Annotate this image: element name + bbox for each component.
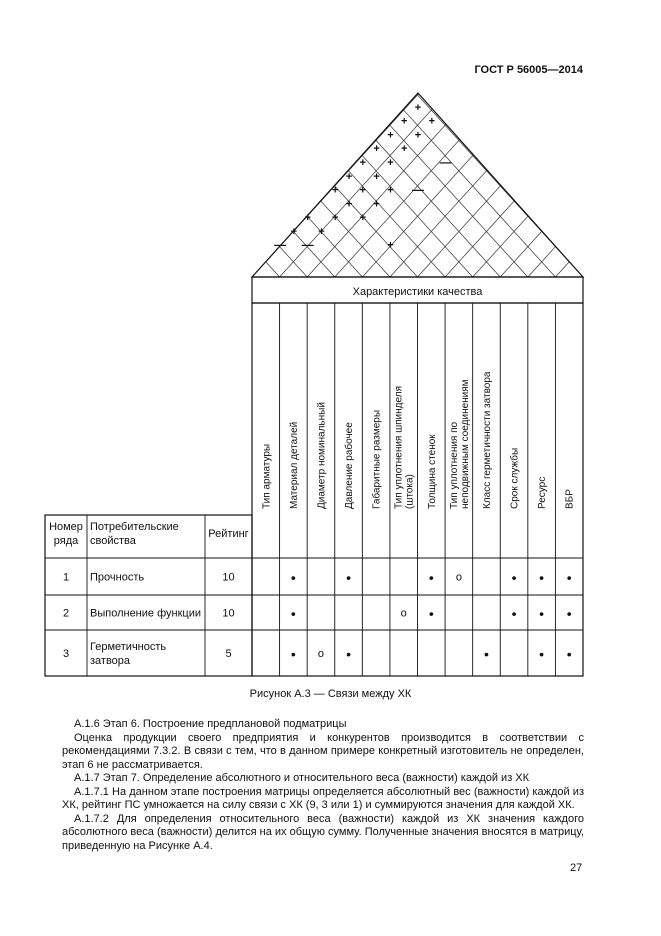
strong-relation-mark: • xyxy=(566,569,572,586)
strong-relation-mark: • xyxy=(484,646,489,662)
medium-relation-mark: o xyxy=(400,607,407,620)
medium-relation-mark: o xyxy=(455,571,462,584)
lattice-line xyxy=(445,35,661,277)
roof-plus-mark: + xyxy=(387,239,394,252)
paragraph: А.1.7 Этап 7. Определение абсолютного и относительного веса (важности) каждой из ХК xyxy=(74,772,530,784)
roof-plus-mark: + xyxy=(345,170,353,183)
roof-plus-mark: + xyxy=(387,156,394,169)
row-property: Выполнение функции xyxy=(90,607,201,620)
strong-relation-mark: • xyxy=(511,605,517,622)
roof-minus-mark: — xyxy=(439,154,452,169)
roof-plus-mark: + xyxy=(345,198,353,211)
document-code: ГОСТ Р 56005—2014 xyxy=(474,64,583,76)
roof-plus-mark: + xyxy=(428,115,436,128)
matrix-title: Характеристики качества xyxy=(352,286,483,298)
roof-plus-mark: + xyxy=(332,184,339,197)
strong-relation-mark: • xyxy=(346,646,351,662)
paragraph: Оценка продукции своего предприятия и конкурентов производится в соответствии с рекомендациями 7.3.2. В связи с тем, что в данном примере конкретный изготовитель не определен, этап 6 не рассматривается. xyxy=(62,731,584,771)
strong-relation-mark: • xyxy=(566,605,572,622)
row-rating: 10 xyxy=(222,607,235,620)
lattice-line xyxy=(555,35,661,277)
column-header: Габаритные размеры xyxy=(371,409,383,509)
roof-plus-mark: + xyxy=(373,198,380,211)
page-number: 27 xyxy=(570,862,583,874)
column-header: Толщина стенок xyxy=(426,434,438,509)
row-number-header: ряда xyxy=(53,535,79,547)
paragraph: А.1.7.1 На данном этапе построения матрицы определяется абсолютный вес (важности) каждой из ХК, рейтинг ПС умножается на силу связи с ХК (9, 3 или 1) и суммируются значения для каждой ХК. xyxy=(62,785,584,811)
row-number-header: Номер xyxy=(49,521,83,533)
strong-relation-mark: • xyxy=(428,605,434,622)
column-header: Тип уплотнения шпинделя xyxy=(393,386,405,509)
roof-plus-mark: + xyxy=(359,212,367,225)
lattice-line xyxy=(583,35,661,277)
column-header: Класс герметичности затвора xyxy=(481,371,493,509)
paragraph: А.1.6 Этап 6. Построение предплановой подматрицы xyxy=(74,718,347,730)
roof-plus-mark: + xyxy=(414,129,422,142)
paragraph: А.1.7.2 Для определения относительного веса (важности) каждой из ХК значения каждого абсолютного веса (важности) делится на их общую сумму. Полученные значения вносятся в матрицу, приведенную на Рисунке А.4. xyxy=(62,812,584,852)
strong-relation-mark: • xyxy=(539,646,545,662)
strong-relation-mark: • xyxy=(290,605,296,622)
roof-minus-mark: — xyxy=(274,237,287,252)
lattice-line xyxy=(500,35,661,277)
lattice-line xyxy=(528,35,661,277)
roof-plus-mark: + xyxy=(400,143,408,156)
column-header: Тип арматуры xyxy=(261,443,273,509)
roof-plus-mark: + xyxy=(359,184,367,197)
body-text xyxy=(62,718,584,853)
strong-relation-mark: • xyxy=(428,569,434,586)
row-number: 1 xyxy=(62,571,70,584)
row-rating: 10 xyxy=(222,571,235,584)
roof-plus-mark: + xyxy=(400,115,408,128)
strong-relation-mark: • xyxy=(290,646,296,662)
roof-plus-mark: + xyxy=(318,225,325,238)
lattice-line xyxy=(308,35,528,277)
roof-plus-mark: + xyxy=(387,129,394,142)
lattice-line xyxy=(142,35,362,277)
column-header: Диаметр номинальный xyxy=(316,402,328,509)
roof-plus-mark: + xyxy=(359,156,367,169)
row-property: Герметичность xyxy=(90,641,167,653)
lattice-line xyxy=(359,35,582,277)
roof-lattice xyxy=(32,35,661,277)
roof-minus-mark: — xyxy=(412,182,424,197)
row-number: 2 xyxy=(62,607,70,620)
row-rating: 5 xyxy=(225,648,232,660)
column-header: Срок службы xyxy=(509,447,521,509)
strong-relation-mark: • xyxy=(346,569,351,586)
property-header: свойства xyxy=(90,535,136,547)
column-header: Материал деталей xyxy=(288,421,300,509)
correlation-roof xyxy=(32,35,661,277)
strong-relation-mark: • xyxy=(566,646,572,662)
medium-relation-mark: o xyxy=(317,648,325,660)
strong-relation-mark: • xyxy=(539,569,545,586)
column-header: ВБР xyxy=(564,489,576,509)
column-header: неподвижным соединениям xyxy=(459,379,471,509)
strong-relation-mark: • xyxy=(539,605,545,622)
roof-plus-mark: + xyxy=(373,143,380,156)
roof-plus-mark: + xyxy=(387,184,394,197)
lattice-line xyxy=(32,35,252,277)
quality-characteristics-block xyxy=(45,277,583,676)
roof-plus-mark: + xyxy=(414,101,422,114)
lattice-line xyxy=(473,35,661,277)
roof-plus-mark: + xyxy=(332,212,339,225)
column-header: (штока) xyxy=(404,474,416,509)
row-number: 3 xyxy=(62,648,70,660)
strong-relation-mark: • xyxy=(511,569,517,586)
strong-relation-mark: • xyxy=(290,569,296,586)
roof-plus-mark: + xyxy=(290,225,298,238)
row-property: затвора xyxy=(90,655,131,667)
column-header: Ресурс xyxy=(537,476,549,509)
row-property: Прочность xyxy=(90,571,145,584)
lattice-line xyxy=(307,35,527,277)
roof-minus-mark: — xyxy=(301,237,314,252)
property-header: Потребительские xyxy=(90,521,179,533)
roof-plus-mark: + xyxy=(373,170,380,183)
lattice-line xyxy=(225,35,445,277)
rating-header: Рейтинг xyxy=(208,528,249,540)
lattice-line xyxy=(390,35,610,277)
column-header: Тип уплотнения по xyxy=(448,421,460,509)
lattice-line xyxy=(60,35,280,277)
roof-plus-mark: + xyxy=(304,212,311,225)
figure-caption: Рисунок А.3 — Связи между ХК xyxy=(249,688,412,700)
column-header: Давление рабочее xyxy=(344,422,356,509)
